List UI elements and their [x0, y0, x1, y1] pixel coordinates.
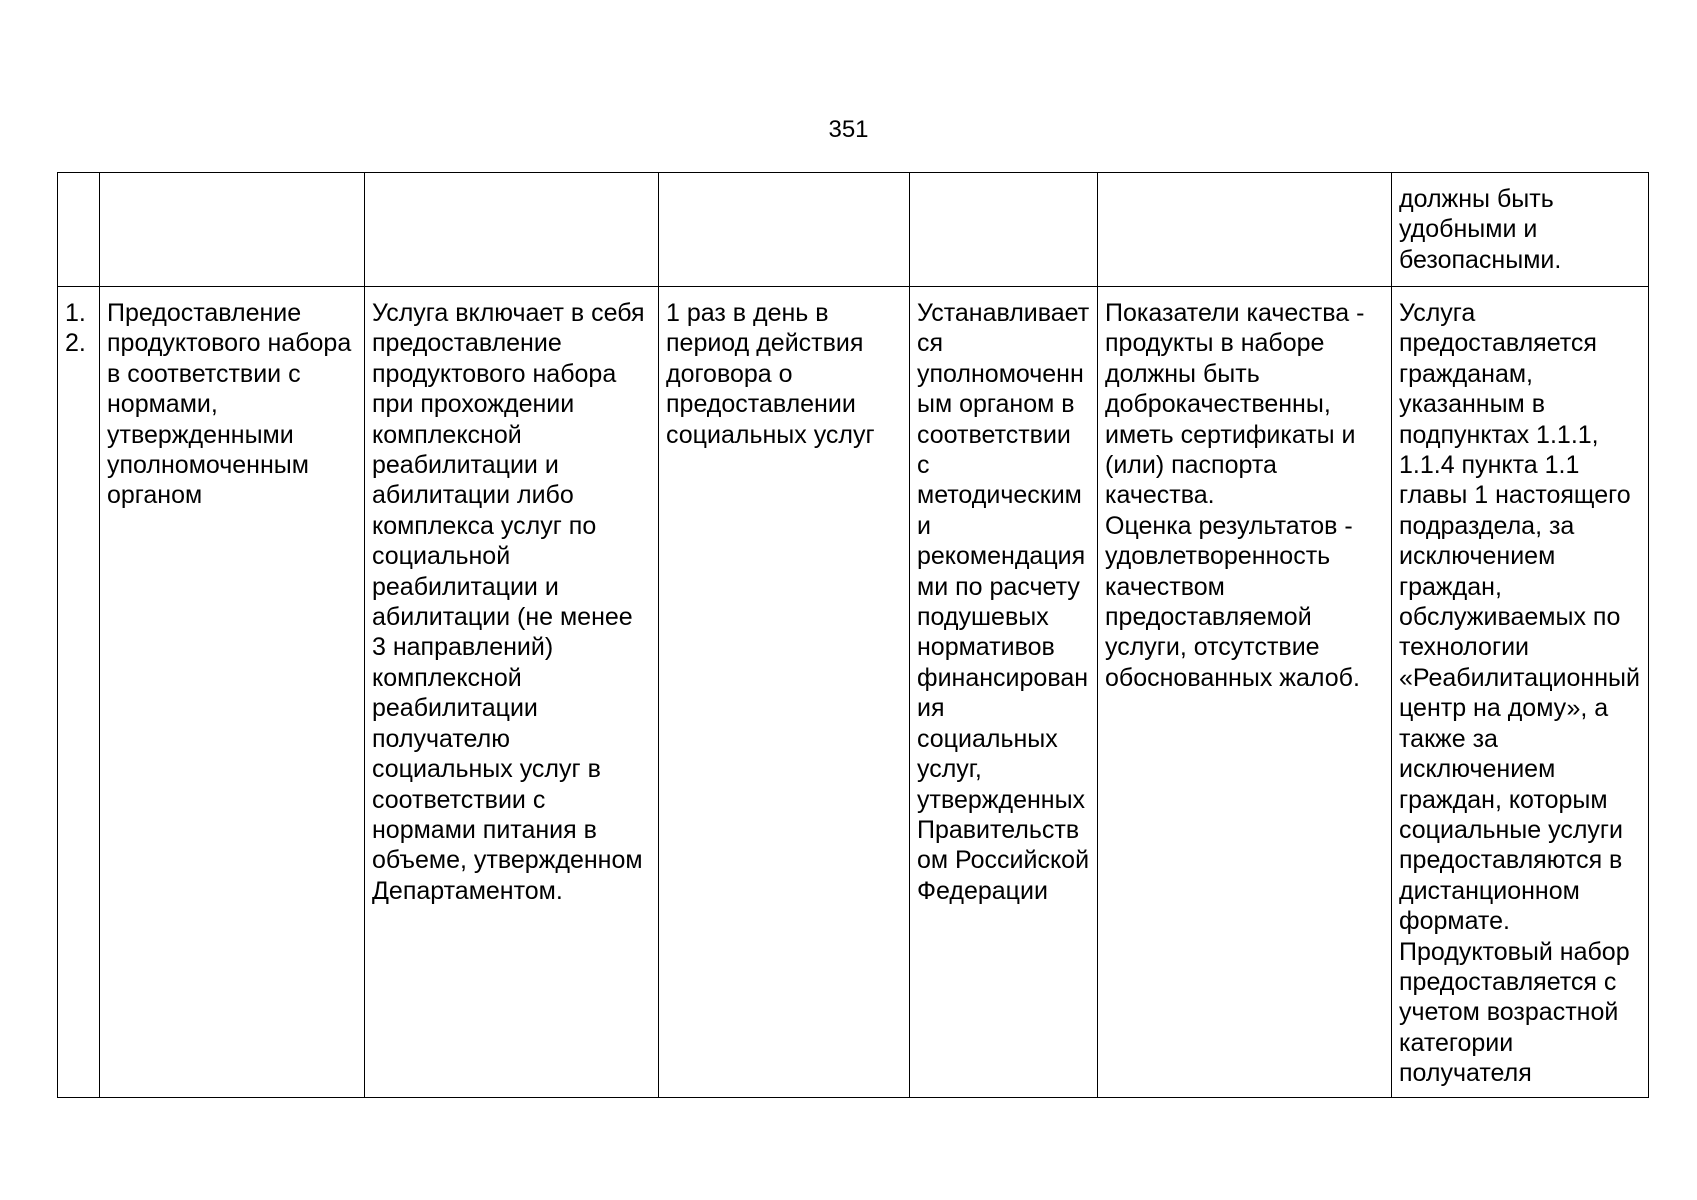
- cell-standard: [910, 173, 1098, 287]
- cell-number: [58, 173, 100, 287]
- cell-conditions: Услуга предоставляется гражданам, указанным в подпунктах 1.1.1, 1.1.4 пункта 1.1 главы 1 настоящего подраздела, за исключением граждан, обслуживаемых по технологии «Реабилитационный центр на дому», а также за исключением граждан, которым социальные услуги предоставляются в дистанционном формате. Продуктовый набор предоставляется с учетом возрастной категории получателя: [1392, 287, 1649, 1098]
- cell-service-name: Предоставление продуктового набора в соответствии с нормами, утвержденными уполномоченным органом: [100, 287, 365, 1098]
- cell-quality-indicators: Показатели качества - продукты в наборе должны быть доброкачественны, иметь сертификаты и (или) паспорта качества. Оценка результатов - удовлетворенность качеством предоставляемой услуги, отсутствие обоснованных жалоб.: [1098, 287, 1392, 1098]
- cell-frequency: 1 раз в день в период действия договора о предоставлении социальных услуг: [659, 287, 910, 1098]
- cell-frequency: [659, 173, 910, 287]
- services-table: [57, 172, 1649, 1098]
- cell-quality-indicators: [1098, 173, 1392, 287]
- cell-standard: Устанавливается уполномоченным органом в соответствии с методическими рекомендациями по расчету подушевых нормативов финансирования социальных услуг, утвержденных Правительством Российской Федерации: [910, 287, 1098, 1098]
- table-row: [58, 287, 1649, 1098]
- cell-service-name: [100, 173, 365, 287]
- cell-service-description: Услуга включает в себя предоставление продуктового набора при прохождении комплексной реабилитации и абилитации либо комплекса услуг по социальной реабилитации и абилитации (не менее 3 направлений) комплексной реабилитации получателю социальных услуг в соответствии с нормами питания в объеме, утвержденном Департаментом.: [365, 287, 659, 1098]
- cell-conditions: должны быть удобными и безопасными.: [1392, 173, 1649, 287]
- cell-service-description: [365, 173, 659, 287]
- cell-number: 1.2.: [58, 287, 100, 1098]
- page-number: 351: [828, 116, 869, 143]
- table-row: [58, 173, 1649, 287]
